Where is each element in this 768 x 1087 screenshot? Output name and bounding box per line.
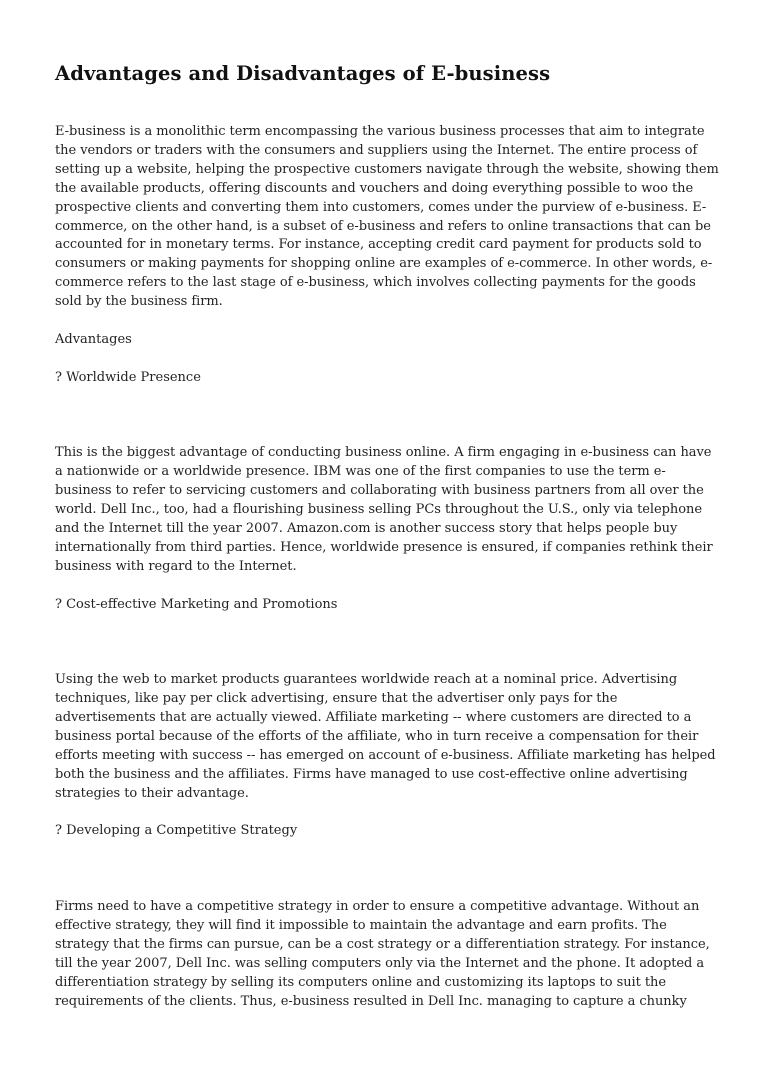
- text-line: both the business and the affiliates. Firms have managed to use cost-effective online advertising: [55, 766, 688, 782]
- text-line: commerce, on the other hand, is a subset of e-business and refers to online transactions that can be: [55, 218, 711, 234]
- section-heading-worldwide-presence: ? Worldwide Presence: [55, 369, 201, 385]
- text-line: prospective clients and converting them into customers, comes under the purview of e-business. E-: [55, 199, 707, 215]
- section-paragraph-competitive-strategy: [55, 898, 715, 1011]
- text-line: efforts meeting with success -- has emerged on account of e-business. Affiliate marketing has helped: [55, 747, 716, 763]
- text-line: a nationwide or a worldwide presence. IBM was one of the first companies to use the term e-: [55, 464, 666, 480]
- document-page: [55, 60, 719, 1011]
- text-line: techniques, like pay per click advertising, ensure that the advertiser only pays for the: [55, 691, 618, 707]
- text-line: business with regard to the Internet.: [55, 558, 297, 574]
- text-line: E-business is a monolithic term encompassing the various business processes that aim to integrate: [55, 124, 705, 139]
- text-line: accounted for in monetary terms. For instance, accepting credit card payment for products sold to: [55, 237, 702, 253]
- text-line: and the Internet till the year 2007. Amazon.com is another success story that helps people buy: [55, 520, 678, 536]
- text-line: strategy that the firms can pursue, can be a cost strategy or a differentiation strategy. For instance,: [55, 936, 710, 952]
- text-line: consumers or making payments for shopping online are examples of e-commerce. In other words, e-: [55, 256, 713, 272]
- text-line: setting up a website, helping the prospective customers navigate through the website, showing them: [55, 161, 719, 177]
- section-heading-competitive-strategy: ? Developing a Competitive Strategy: [55, 823, 298, 839]
- section-heading-cost-effective-marketing: ? Cost-effective Marketing and Promotions: [55, 596, 338, 612]
- text-line: the available products, offering discounts and vouchers and doing everything possible to woo the: [55, 180, 694, 196]
- section-paragraph-worldwide-presence: [55, 444, 715, 576]
- text-line: Using the web to market products guarantees worldwide reach at a nominal price. Advertising: [55, 672, 678, 688]
- text-line: world. Dell Inc., too, had a flourishing business selling PCs throughout the U.S., only via telephone: [55, 502, 703, 518]
- text-line: differentiation strategy by selling its computers online and customizing its laptops to suit the: [55, 974, 667, 990]
- text-line: business to refer to servicing customers and collaborating with business partners from all over the: [55, 483, 704, 499]
- intro-paragraph: [55, 123, 719, 312]
- section-paragraph-cost-effective-marketing: [55, 671, 715, 803]
- text-line: business portal because of the efforts of the affiliate, who in turn receive a compensation for their: [55, 728, 699, 744]
- text-line: sold by the business firm.: [55, 294, 223, 310]
- text-line: effective strategy, they will find it impossible to maintain the advantage and earn profits. The: [55, 917, 667, 933]
- text-line: the vendors or traders with the consumers and suppliers using the Internet. The entire process of: [55, 142, 698, 158]
- text-line: Firms need to have a competitive strategy in order to ensure a competitive advantage. Without an: [55, 899, 700, 914]
- text-line: requirements of the clients. Thus, e-business resulted in Dell Inc. managing to capture a chunky: [55, 993, 687, 1009]
- text-line: commerce refers to the last stage of e-business, which involves collecting payments for the goods: [55, 275, 696, 291]
- text-line: internationally from third parties. Hence, worldwide presence is ensured, if companies rethink their: [55, 539, 713, 555]
- text-line: strategies to their advantage.: [55, 785, 249, 801]
- advantages-heading: Advantages: [55, 331, 132, 347]
- text-line: This is the biggest advantage of conducting business online. A firm engaging in e-business can have: [55, 445, 712, 461]
- text-line: till the year 2007, Dell Inc. was selling computers only via the Internet and the phone. It adopted a: [55, 955, 705, 971]
- text-line: advertisements that are actually viewed. Affiliate marketing -- where customers are directed to a: [55, 709, 692, 725]
- document-title: Advantages and Disadvantages of E-business: [55, 62, 551, 85]
